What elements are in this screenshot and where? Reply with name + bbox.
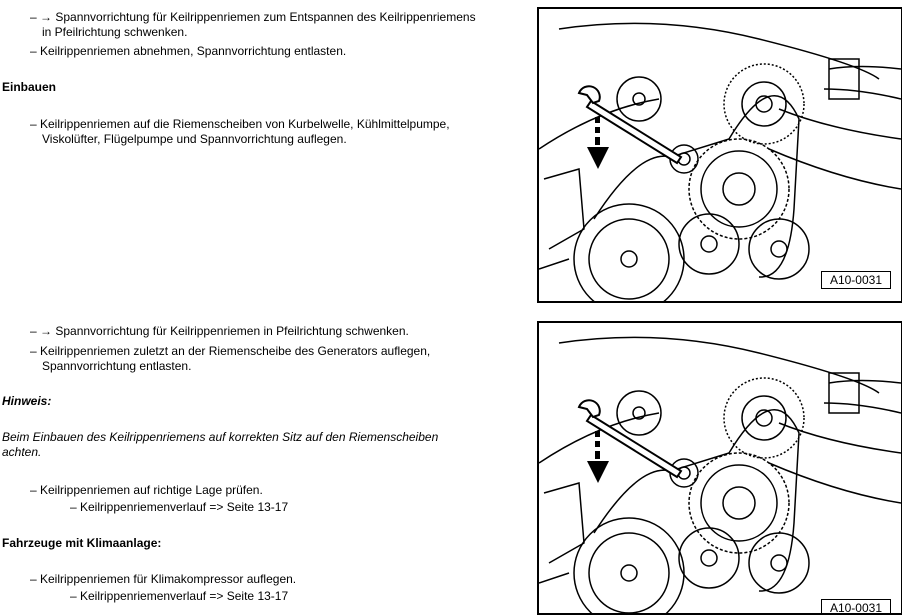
ref-belt-routing: – Keilrippenriemenverlauf => Seite 13-17	[70, 500, 289, 514]
step-check-belt: – Keilrippenriemen auf richtige Lage prüfen.	[30, 483, 263, 497]
step-klima-belt: – Keilrippenriemen für Klimakompressor auflegen.	[30, 572, 297, 586]
ref-belt-routing-klima: – Keilrippenriemenverlauf => Seite 13-17	[70, 589, 289, 603]
figure-label: A10-0031	[821, 271, 891, 289]
step-generator-belt-cont: Spannvorrichtung entlasten.	[42, 359, 192, 373]
engine-drawing	[539, 9, 901, 301]
step-install-belt: – Keilrippenriemen auf die Riemenscheiben von Kurbelwelle, Kühlmittelpumpe,	[30, 117, 450, 131]
step-remove-belt: – Keilrippenriemen abnehmen, Spannvorrichtung entlasten.	[30, 44, 347, 58]
step-generator-belt: – Keilrippenriemen zuletzt an der Riemenscheibe des Generators auflegen,	[30, 344, 431, 358]
figure-label-2: A10-0031	[821, 599, 891, 615]
step-swing-tensioner-2: – → Spannvorrichtung für Keilrippenriemen in Pfeilrichtung schwenken.	[30, 324, 409, 338]
heading-klimaanlage: Fahrzeuge mit Klimaanlage:	[2, 536, 162, 550]
step-swing-tensioner: – → Spannvorrichtung für Keilrippenriemen zum Entspannen des Keilrippenriemens	[30, 10, 476, 24]
heading-hinweis: Hinweis:	[2, 394, 52, 408]
hinweis-text: Beim Einbauen des Keilrippenriemens auf korrekten Sitz auf den Riemenscheiben	[2, 430, 439, 444]
step-swing-tensioner-cont: in Pfeilrichtung schwenken.	[42, 25, 188, 39]
hinweis-text-cont: achten.	[2, 445, 42, 459]
engine-drawing-2	[539, 323, 901, 613]
step-install-belt-cont: Viskolüfter, Flügelpumpe und Spannvorrichtung auflegen.	[42, 132, 347, 146]
figure-belt-tensioner-1	[537, 7, 902, 303]
figure-belt-tensioner-2	[537, 321, 902, 615]
heading-einbauen: Einbauen	[2, 80, 57, 94]
